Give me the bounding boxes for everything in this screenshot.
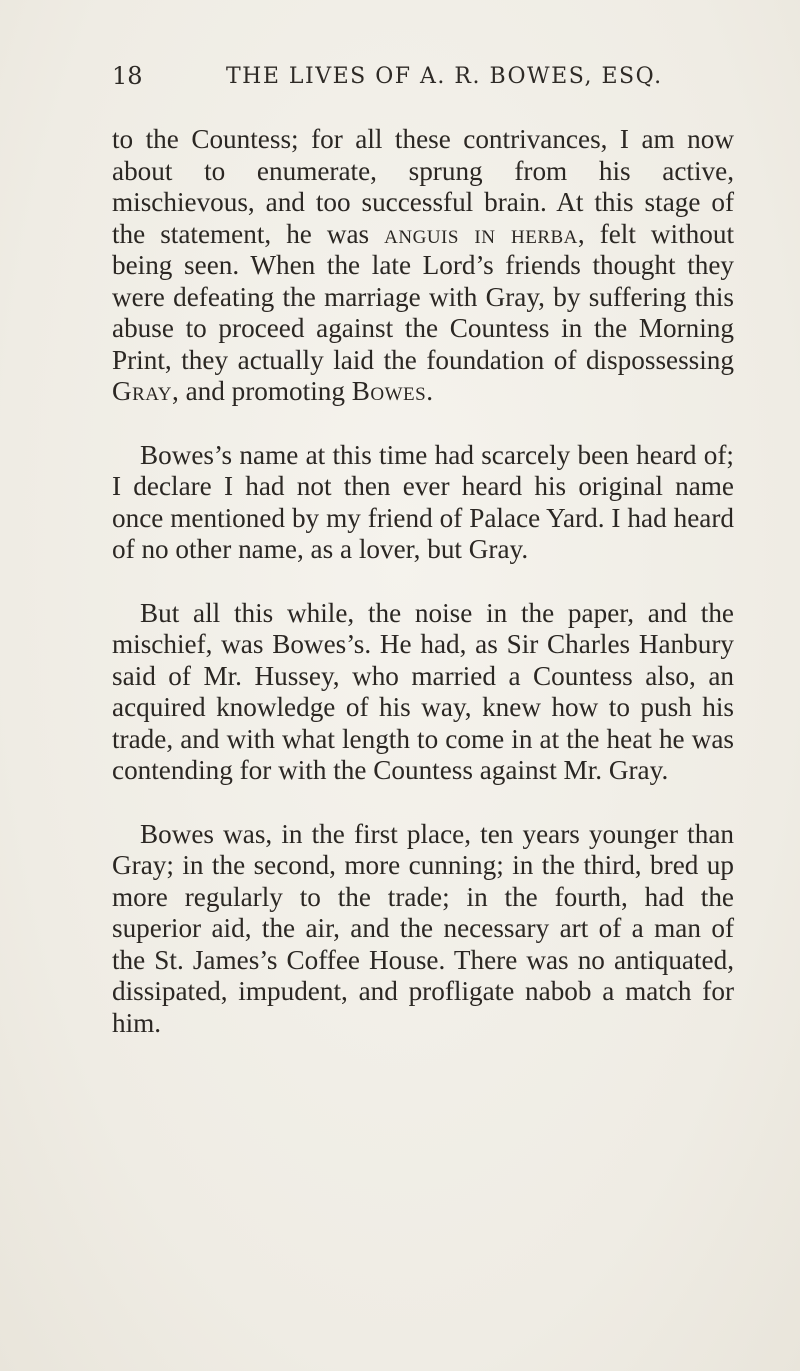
small-caps-segment: anguis in herba [384, 218, 578, 249]
small-caps-segment: Gray [112, 376, 173, 406]
text-segment: to the Countess; for all these contrivances, I am now about to enumerate, sprung from his active, mischievous, and too successful brain. At this stage of the statement, he was [112, 124, 734, 249]
paragraph-4 [112, 819, 734, 1040]
text-segment: . [426, 376, 434, 406]
paragraph-3 [112, 598, 734, 787]
text-segment: , and promoting [172, 376, 352, 406]
text-segment: , felt without being seen. When the late Lord’s friends thought they were defeating the marriage with Gray, by suffering this abuse to proceed against the Countess in the Morning Print, they actually laid the foundation of dispossessing [112, 218, 734, 375]
body-text [112, 124, 734, 1071]
paragraph-1 [112, 124, 734, 408]
paragraph-2 [112, 440, 734, 566]
small-caps-segment: Bowes [351, 376, 427, 406]
text-segment: Bowes was, in the first place, ten years younger than Gray; in the second, more cunning; in the third, bred up more regularly to the trade; in the fourth, had the superior aid, the air, and the necessary art of a man of the St. James’s Coffee House. There was no antiquated, dissipated, impudent, and profligate nabob a match for him. [112, 818, 734, 1038]
text-segment: Bowes’s name at this time had scarcely been heard of; I declare I had not then ever heard his original name once mentioned by my friend of Palace Yard. I had heard of no other name, as a lover, but Gray. [112, 439, 734, 564]
text-segment: But all this while, the noise in the paper, and the mischief, was Bowes’s. He had, as Sir Charles Hanbury said of Mr. Hussey, who married a Countess also, an acquired knowledge of his way, knew how to push his trade, and with what length to come in at the heat he was contending for with the Countess against Mr. Gray. [112, 597, 734, 785]
page-number: 18 [112, 62, 143, 90]
running-title: THE LIVES OF A. R. BOWES, ESQ. [226, 64, 663, 89]
page-header [0, 62, 800, 102]
